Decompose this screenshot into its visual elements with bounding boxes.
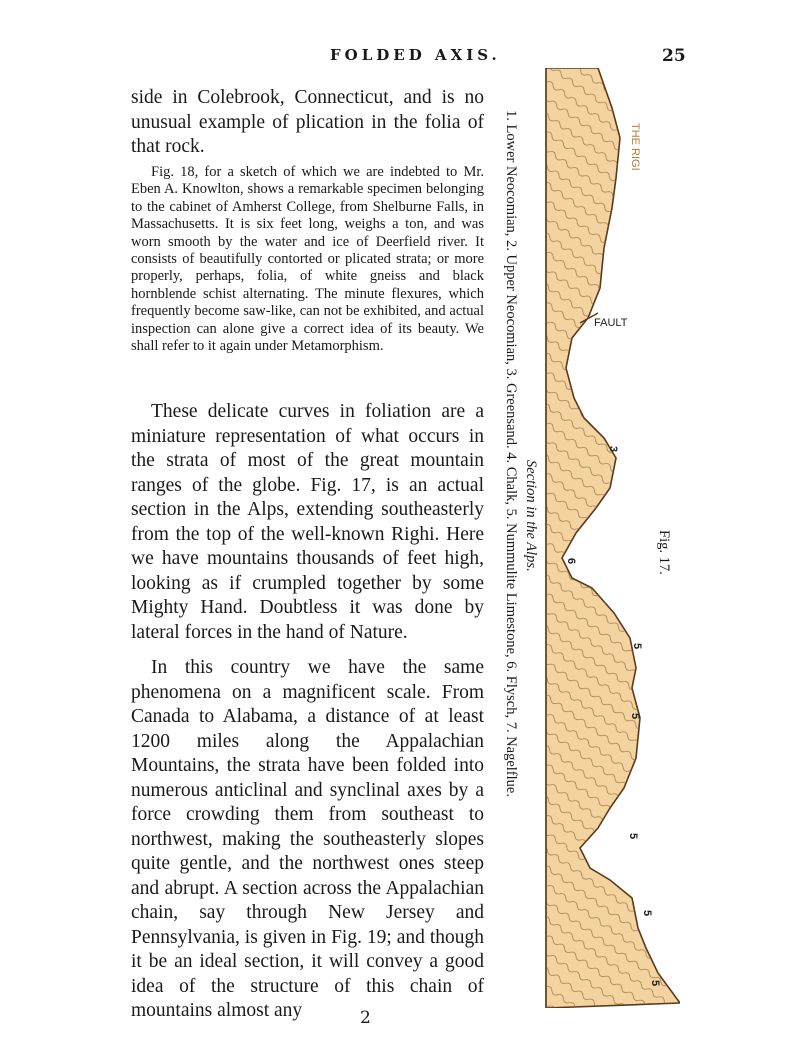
side-number: 5 (641, 910, 653, 917)
running-head: FOLDED AXIS. (330, 46, 501, 64)
figure-legend: 1. Lower Neocomian, 2. Upper Neocomian, 3. Greensand. 4. Chalk, 5. Nummulite Limestone, 6. Flysch, 7. Nagelflue. (503, 110, 519, 797)
side-number: 5 (629, 713, 641, 720)
side-number: 6 (565, 558, 577, 565)
side-number: 5 (631, 643, 643, 650)
side-number: 5 (627, 833, 639, 840)
page-number: 25 (662, 46, 686, 66)
paragraph-folia-alps: These delicate curves in foliation are a miniature representation of what occurs in the strata of most of the great mountain ranges of the globe. Fig. 17, is an actual section in the Alps, extending southeasterly from the top of the well-known Righi. Here we have mountains thousands of feet high, looking as if crumpled together by some Mighty Hand. Doubtless it was done by lateral forces in the hand of Nature. (131, 401, 484, 643)
signature-mark: 2 (360, 1008, 371, 1028)
figure-label: Fig. 17. (656, 530, 672, 575)
alps-section-figure (540, 68, 680, 1008)
peak-label: THE RIGI (629, 123, 641, 171)
fault-label: FAULT (594, 317, 628, 329)
side-number: 3 (607, 446, 619, 453)
figure-caption: Section in the Alps. (523, 460, 539, 572)
paragraph-appalachians: In this country we have the same phenomena on a magnificent scale. From Canada to Alabama, a distance of at least 1200 miles along the Appalachian Mountains, the strata have been folded into numerous anticlinal and synclinal axes by a force crowding them from southeast to northwest, making the southeasterly slopes quite gentle, and the northwest ones steep and abrupt. A section across the Appalachian chain, say through New Jersey and Pennsylvania, is given in Fig. 19; and though it be an ideal section, it will convey a good idea of the structure of this chain of mountains almost any (131, 657, 484, 1021)
paragraph-continued: side in Colebrook, Connecticut, and is no unusual example of plication in the folia of that rock. (131, 87, 484, 157)
paragraph-fig18-note: Fig. 18, for a sketch of which we are indebted to Mr. Eben A. Knowlton, shows a remarkable specimen belonging to the cabinet of Amherst College, from Shelburne Falls, in Massachusetts. It is six feet long, weighs a ton, and was worn smooth by the water and ice of Deerfield river. It consists of beautifully contorted or plicated strata; or more properly, perhaps, folia, of white gneiss and black hornblende schist alternating. The minute flexures, which frequently become saw-like, can not be exhibited, and actual inspection can alone give a correct idea of its beauty. We shall refer to it again under Metamorphism. (131, 164, 484, 355)
side-number: 5 (649, 980, 661, 987)
